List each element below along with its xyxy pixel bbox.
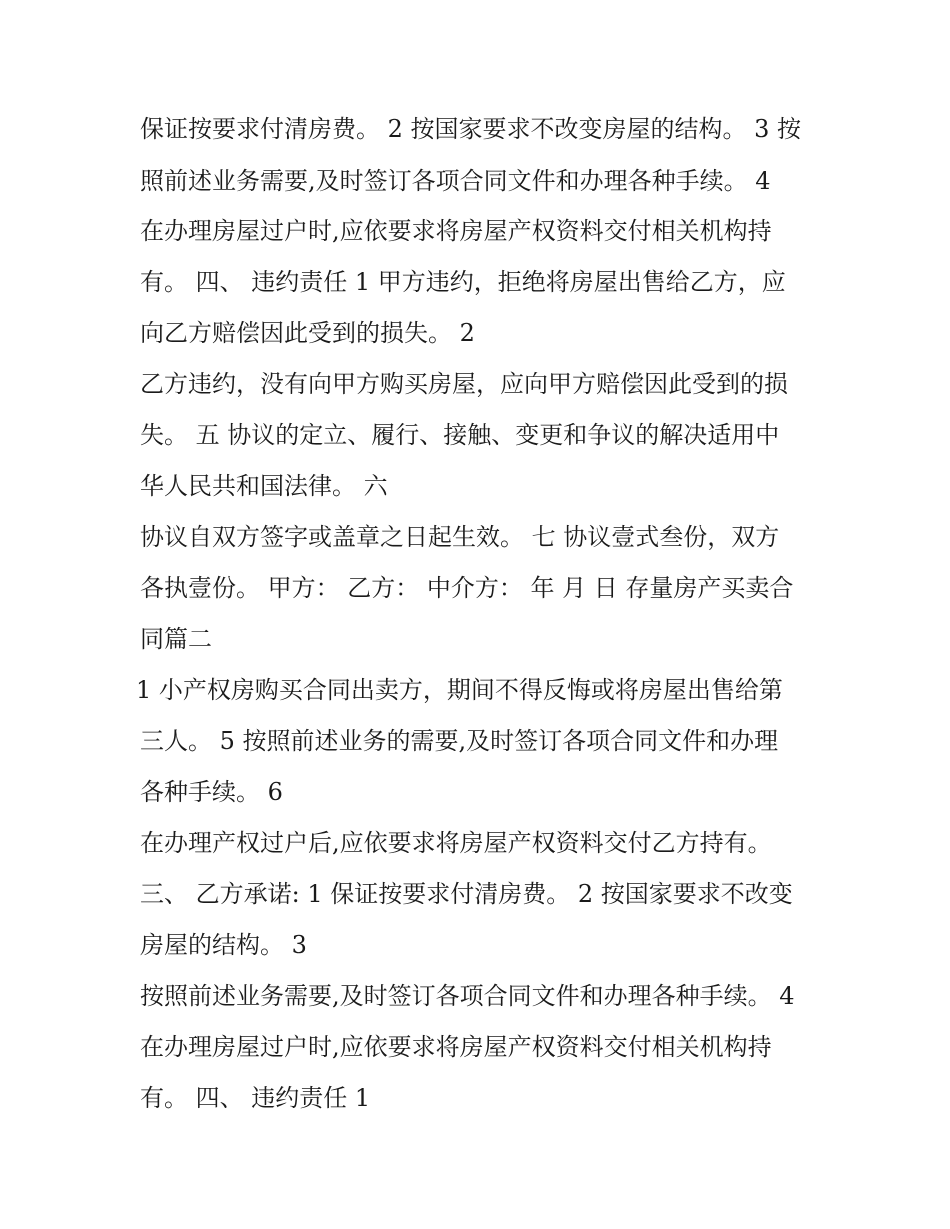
text-line: 协议自双方签字或盖章之日起生效。 七 协议壹式叁份，双方 (140, 523, 780, 551)
text-line: 向乙方赔偿因此受到的损失。 2 (140, 319, 475, 347)
text-line: 华人民共和国法律。 六 (140, 472, 388, 500)
text-line: 同篇二 (140, 625, 212, 653)
text-line: 有。 四、 违约责任 1 甲方违约，拒绝将房屋出售给乙方，应 (140, 268, 786, 296)
text-line: 各种手续。 6 (140, 778, 283, 806)
text-line: 三人。 5 按照前述业务的需要,及时签订各项合同文件和办理 (140, 727, 779, 755)
text-line: 在办理房屋过户时,应依要求将房屋产权资料交付相关机构持 (140, 1033, 772, 1061)
text-line: 照前述业务需要,及时签订各项合同文件和办理各种手续。 4 (140, 167, 771, 195)
text-line: 保证按要求付清房费。 2 按国家要求不改变房屋的结构。 3 按 (140, 115, 802, 143)
text-line: 1 小产权房购买合同出卖方，期间不得反悔或将房屋出售给第 (136, 676, 783, 704)
text-line: 失。 五 协议的定立、履行、接触、变更和争议的解决适用中 (140, 421, 780, 449)
text-line: 在办理产权过户后,应依要求将房屋产权资料交付乙方持有。 (140, 829, 772, 857)
text-line: 三、 乙方承诺: 1 保证按要求付清房费。 2 按国家要求不改变 (140, 880, 793, 908)
text-line: 有。 四、 违约责任 1 (140, 1084, 371, 1112)
text-line: 房屋的结构。 3 (140, 931, 307, 959)
text-line: 各执壹份。 甲方： 乙方： 中介方： 年 月 日 存量房产买卖合 (140, 574, 794, 602)
text-line: 按照前述业务需要,及时签订各项合同文件和办理各种手续。 4 (140, 982, 795, 1010)
text-line: 在办理房屋过户时,应依要求将房屋产权资料交付相关机构持 (140, 217, 772, 245)
text-line: 乙方违约，没有向甲方购买房屋，应向甲方赔偿因此受到的损 (140, 370, 788, 398)
